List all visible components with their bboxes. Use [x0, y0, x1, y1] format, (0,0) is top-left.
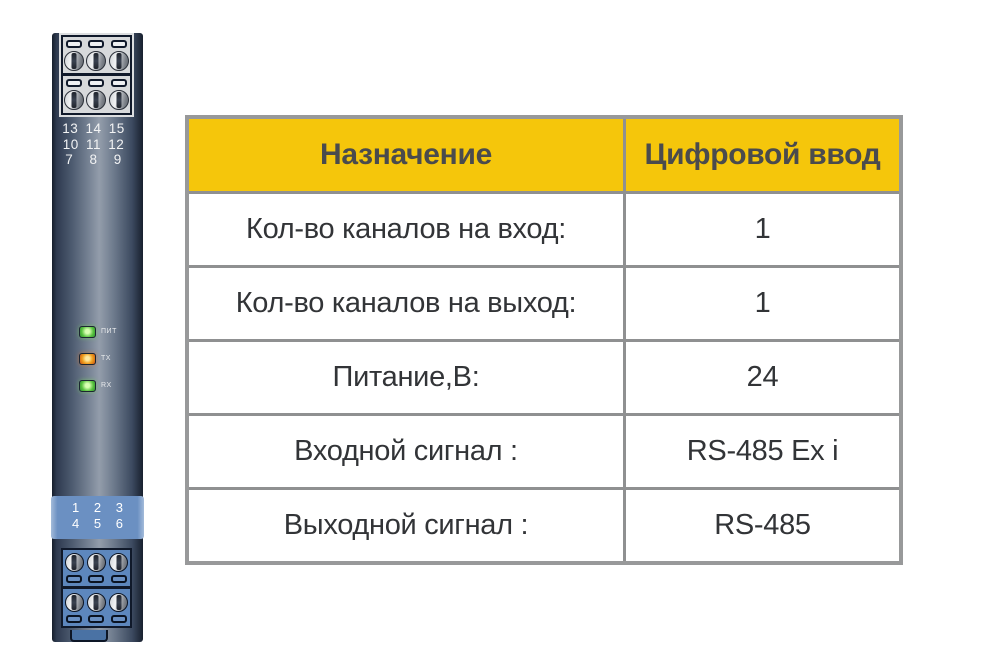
screw	[65, 593, 84, 612]
spec-row-value	[626, 490, 899, 561]
terminal-number-line: 4 5 6	[72, 516, 123, 531]
terminal	[86, 79, 106, 110]
label-text: Кол-во каналов на вход:	[245, 213, 567, 245]
led-row	[79, 325, 117, 338]
label-text: Кол-во каналов на выход:	[235, 287, 577, 319]
led-label: RX	[101, 382, 112, 389]
terminal	[109, 593, 128, 623]
spec-row-label	[189, 194, 623, 265]
value-text: RS-485	[714, 509, 811, 541]
spec-row-value	[626, 342, 899, 413]
tx-led-icon	[79, 353, 96, 365]
terminal-block	[61, 588, 132, 628]
terminal-number-line: 10 11 12	[62, 136, 125, 152]
label-text: Питание,В:	[332, 361, 480, 393]
wire-slot	[88, 575, 104, 583]
terminal	[65, 593, 84, 623]
terminal-numbers-top	[52, 121, 135, 168]
terminal	[87, 553, 106, 583]
wire-slot	[66, 575, 82, 583]
screw	[109, 51, 129, 71]
terminal-block-bottom	[61, 548, 132, 628]
terminal	[109, 40, 129, 71]
led-label: TX	[101, 355, 111, 362]
header-text: Цифровой ввод	[644, 138, 881, 171]
spec-row-label	[189, 268, 623, 339]
terminal-number-line: 13 14 15	[62, 121, 125, 136]
led-label: ПИТ	[101, 328, 117, 335]
terminal	[87, 593, 106, 623]
terminal	[64, 79, 84, 110]
wire-slot	[111, 575, 127, 583]
col-header-digital-input	[626, 119, 899, 191]
screw	[86, 90, 106, 110]
value-text: 1	[754, 213, 771, 245]
value-text: RS-485 Ex i	[686, 435, 839, 467]
screw	[64, 90, 84, 110]
terminal-block	[61, 35, 132, 75]
terminal-number-line: 7 8 9	[65, 152, 122, 167]
wire-slot	[88, 40, 104, 48]
spec-table	[185, 115, 903, 565]
screw	[86, 51, 106, 71]
terminal	[109, 553, 128, 583]
wire-slot	[66, 615, 82, 623]
value-text: 1	[754, 287, 771, 319]
value-text: 24	[746, 361, 779, 393]
col-header-purpose	[189, 119, 623, 191]
wire-slot	[88, 615, 104, 623]
screw	[64, 51, 84, 71]
led-row	[79, 379, 117, 392]
din-rail-clip	[70, 630, 108, 642]
power-led-icon	[79, 326, 96, 338]
screw	[87, 553, 106, 572]
wire-slot	[66, 79, 82, 87]
terminal	[65, 553, 84, 583]
din-module-image	[52, 33, 143, 642]
terminal	[86, 40, 106, 71]
wire-slot	[111, 615, 127, 623]
spec-row-value	[626, 268, 899, 339]
spec-row-label	[189, 490, 623, 561]
terminal-block-top	[61, 35, 132, 115]
header-text: Назначение	[319, 138, 493, 171]
terminal-numbers-bottom-band	[51, 496, 144, 539]
label-text: Выходной сигнал :	[283, 509, 529, 541]
spec-row-label	[189, 416, 623, 487]
screw	[65, 553, 84, 572]
terminal-block	[61, 75, 132, 115]
label-text: Входной сигнал :	[294, 435, 518, 467]
rx-led-icon	[79, 380, 96, 392]
wire-slot	[111, 79, 127, 87]
wire-slot	[88, 79, 104, 87]
screw	[109, 593, 128, 612]
screw	[109, 553, 128, 572]
spec-row-value	[626, 416, 899, 487]
led-indicators	[79, 325, 117, 406]
screw	[109, 90, 129, 110]
wire-slot	[111, 40, 127, 48]
terminal-number-line: 1 2 3	[72, 500, 123, 515]
spec-row-label	[189, 342, 623, 413]
wire-slot	[66, 40, 82, 48]
terminal	[109, 79, 129, 110]
led-row	[79, 352, 117, 365]
screw	[87, 593, 106, 612]
terminal-block	[61, 548, 132, 588]
terminal	[64, 40, 84, 71]
spec-row-value	[626, 194, 899, 265]
